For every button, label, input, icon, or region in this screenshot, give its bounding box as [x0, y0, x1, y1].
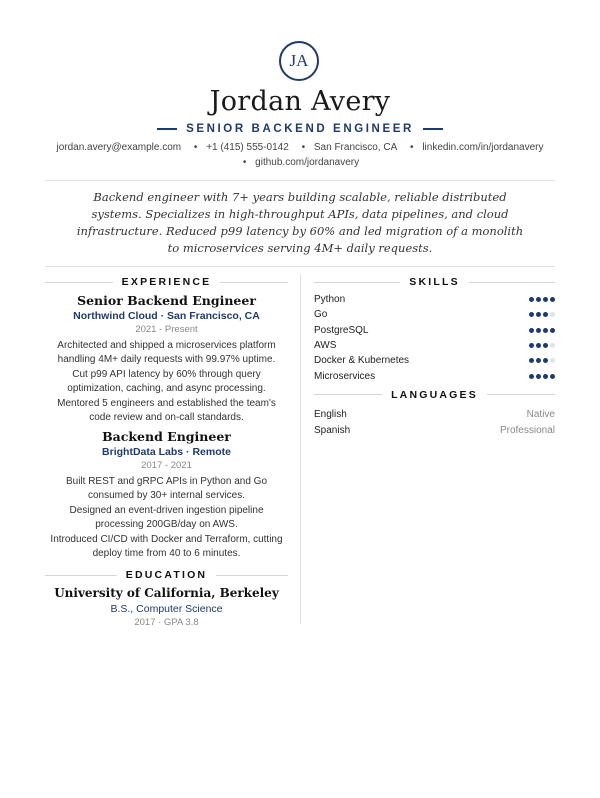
- heading-rule: [314, 282, 400, 283]
- education-heading-label: EDUCATION: [125, 569, 208, 581]
- skill-name: PostgreSQL: [314, 324, 369, 336]
- job-role: Senior Backend Engineer: [77, 293, 256, 308]
- contact-separator: •: [410, 142, 414, 153]
- heading-rule: [314, 394, 382, 395]
- skill-level-dot: [529, 328, 534, 333]
- language-level: Native: [526, 409, 555, 421]
- job-bullet: Architected and shipped a microservices platform handling 4M+ daily requests with 99.97% uptime.: [57, 340, 276, 365]
- candidate-name: Jordan Avery: [209, 86, 391, 117]
- contact-row-2: [40, 157, 560, 168]
- skill-level-dot: [543, 358, 548, 363]
- skill-level-dot: [529, 343, 534, 348]
- column-divider: [300, 274, 301, 624]
- skill-level-dot: [550, 358, 555, 363]
- skill-name: AWS: [314, 340, 337, 352]
- school-name: University of California, Berkeley: [54, 586, 279, 600]
- skill-level-dot: [550, 328, 555, 333]
- language-name: English: [314, 409, 347, 421]
- contact-separator: •: [301, 142, 306, 153]
- skill-level-dot: [543, 328, 548, 333]
- education-entry: [45, 585, 288, 629]
- job-role: Backend Engineer: [102, 429, 231, 444]
- header-divider: [45, 180, 555, 181]
- monogram-initials: JA: [289, 51, 309, 70]
- job-title-bar: [0, 121, 600, 137]
- skills-heading: [314, 274, 555, 290]
- education-dates: 2017 · GPA 3.8: [134, 617, 199, 628]
- summary-text: Backend engineer with 7+ years building scalable, reliable distributed systems. Specializes in high-throughput APIs, data pipelines, and cloud infrastructure. Reduced p99 latency by 60% and led migration of a monolith to microservices serving 4M+ daily requests.: [76, 190, 524, 255]
- contact-phone[interactable]: +1 (415) 555-0142: [206, 142, 289, 153]
- job-bullet: Designed an event-driven ingestion pipeline processing 200GB/day on AWS.: [69, 505, 264, 530]
- skill-level-dot: [543, 297, 548, 302]
- degree: B.S., Computer Science: [110, 603, 223, 615]
- skill-row: [314, 338, 555, 353]
- languages-heading-label: LANGUAGES: [391, 388, 478, 401]
- contact-linkedin[interactable]: linkedin.com/in/jordanavery: [422, 142, 544, 153]
- job-dates: 2021 - Present: [135, 324, 198, 335]
- skill-row: [314, 292, 555, 307]
- job-entry: [45, 292, 288, 425]
- skill-level-dots: [529, 343, 555, 348]
- language-name: Spanish: [314, 424, 351, 436]
- education-heading: [45, 567, 288, 583]
- summary-divider: [45, 266, 555, 267]
- skill-level-dot: [529, 312, 534, 317]
- skill-level-dots: [529, 358, 555, 363]
- heading-rule: [469, 282, 555, 283]
- skill-level-dot: [543, 312, 548, 317]
- skill-level-dot: [536, 312, 541, 317]
- skill-level-dot: [550, 297, 555, 302]
- skill-level-dot: [543, 374, 548, 379]
- skill-level-dot: [536, 297, 541, 302]
- contact-separator: •: [242, 157, 247, 168]
- experience-heading-label: EXPERIENCE: [121, 276, 212, 288]
- skill-name: Docker & Kubernetes: [314, 355, 410, 367]
- title-rule-right: [423, 128, 443, 130]
- skill-level-dot: [536, 374, 541, 379]
- experience-heading: [45, 274, 288, 290]
- heading-rule: [45, 282, 113, 283]
- skill-name: Python: [314, 294, 346, 306]
- skill-level-dots: [529, 374, 555, 379]
- skills-list: [314, 292, 555, 384]
- right-column: [314, 274, 555, 438]
- heading-rule: [487, 394, 555, 395]
- skill-level-dot: [529, 297, 534, 302]
- skill-level-dots: [529, 297, 555, 302]
- skill-row: [314, 323, 555, 338]
- skill-row: [314, 307, 555, 322]
- job-org: Northwind Cloud · San Francisco, CA: [73, 310, 260, 322]
- languages-list: [314, 407, 555, 438]
- skill-level-dot: [529, 374, 534, 379]
- job-bullet: Built REST and gRPC APIs in Python and Go consumed by 30+ internal services.: [65, 476, 268, 501]
- contact-separator: •: [193, 142, 198, 153]
- contact-email[interactable]: jordan.avery@example.com: [56, 142, 182, 153]
- skill-level-dots: [529, 328, 555, 333]
- skill-level-dot: [536, 358, 541, 363]
- skill-level-dot: [550, 312, 555, 317]
- languages-heading: [314, 387, 555, 403]
- job-bullet: Introduced CI/CD with Docker and Terraform, cutting deploy time from 40 to 6 minutes.: [50, 534, 283, 559]
- heading-rule: [220, 282, 288, 283]
- skills-heading-label: SKILLS: [409, 276, 460, 288]
- skill-row: [314, 368, 555, 383]
- skill-level-dot: [536, 343, 541, 348]
- skill-name: Go: [314, 309, 328, 321]
- heading-rule: [216, 575, 288, 576]
- contact-github[interactable]: github.com/jordanavery: [255, 157, 360, 168]
- skill-level-dot: [543, 343, 548, 348]
- skill-name: Microservices: [314, 370, 376, 382]
- left-column: [45, 274, 288, 629]
- job-bullet: Mentored 5 engineers and established the team's code review and on-call standards.: [57, 398, 276, 423]
- contact-location: San Francisco, CA: [313, 142, 398, 153]
- language-row: [314, 422, 555, 438]
- language-level: Professional: [499, 424, 555, 436]
- skill-level-dot: [550, 343, 555, 348]
- job-dates: 2017 - 2021: [141, 460, 192, 471]
- skill-level-dots: [529, 312, 555, 317]
- heading-rule: [45, 575, 117, 576]
- skill-level-dot: [550, 374, 555, 379]
- title-rule-left: [157, 128, 177, 130]
- skill-level-dot: [536, 328, 541, 333]
- skill-row: [314, 353, 555, 368]
- job-entry: [45, 428, 288, 561]
- contact-row-1: [40, 142, 560, 153]
- job-org: BrightData Labs · Remote: [102, 446, 231, 458]
- job-title: SENIOR BACKEND ENGINEER: [186, 123, 414, 135]
- language-row: [314, 407, 555, 423]
- job-bullet: Cut p99 API latency by 60% through query optimization, caching, and async processing.: [67, 369, 266, 394]
- skill-level-dot: [529, 358, 534, 363]
- monogram-badge: [279, 41, 319, 81]
